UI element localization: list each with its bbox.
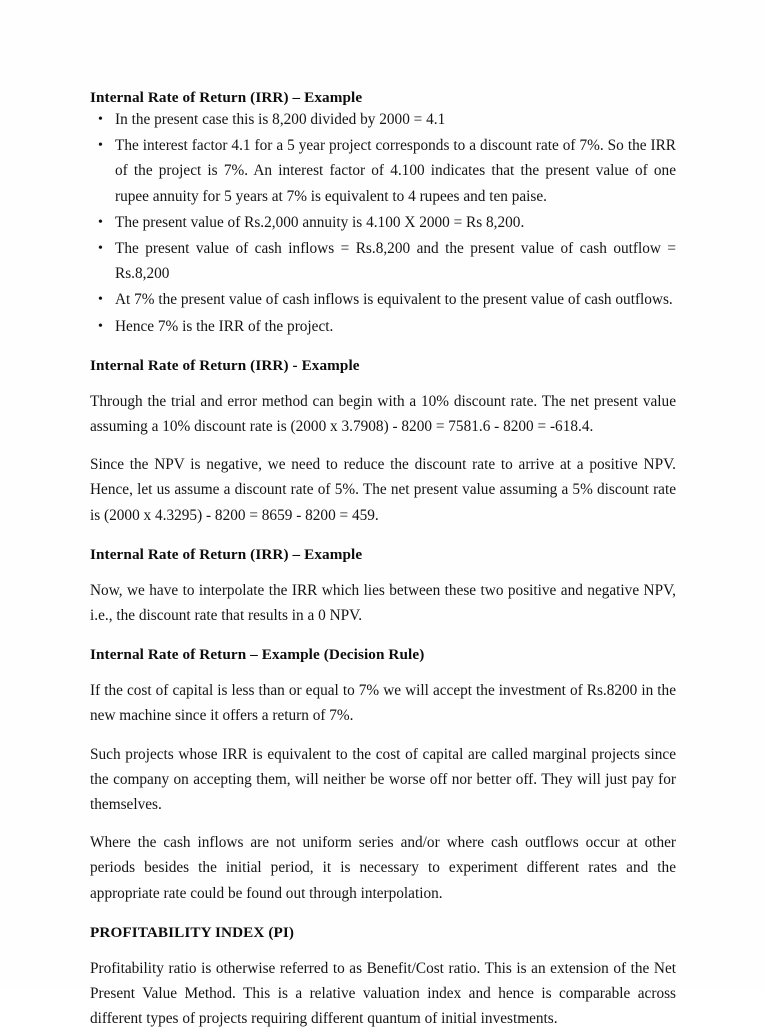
spacer	[90, 339, 676, 356]
spacer	[90, 942, 676, 956]
section-heading-irr-decision-rule: Internal Rate of Return – Example (Decision Rule)	[90, 646, 425, 664]
list-item	[90, 314, 676, 339]
paragraph: Profitability ratio is otherwise referred to as Benefit/Cost ratio. This is an extension of the Net Present Value Method. This is a relative valuation index and hence is comparable across different types of projects requiring different quantum of initial investments.	[90, 959, 676, 1028]
spacer	[90, 528, 676, 545]
spacer	[90, 664, 676, 678]
list-item	[90, 287, 676, 312]
section-heading-profitability-index: PROFITABILITY INDEX (PI)	[90, 923, 295, 941]
spacer	[90, 564, 676, 578]
paragraph: Where the cash inflows are not uniform series and/or where cash outflows occur at other periods besides the initial period, it is necessary to experiment different rates and the appropriate rate could be found out through interpolation.	[90, 834, 676, 902]
list-item-text: In the present case this is 8,200 divided by 2000 = 4.1	[115, 111, 446, 128]
list-item	[90, 236, 676, 286]
document-body	[90, 88, 676, 1031]
list-item-text: The present value of Rs.2,000 annuity is 4.100 X 2000 = Rs 8,200.	[115, 213, 525, 231]
spacer	[90, 375, 676, 389]
section-heading-irr-example-1: Internal Rate of Return (IRR) – Example	[90, 89, 363, 106]
irr-example-bullet-list	[90, 107, 676, 339]
list-item-text: Hence 7% is the IRR of the project.	[115, 317, 334, 335]
paragraph: Now, we have to interpolate the IRR which lies between these two positive and negative NPV, i.e., the discount rate that results in a 0 NPV.	[90, 581, 676, 625]
section-heading-irr-example-2: Internal Rate of Return (IRR) - Example	[90, 356, 360, 374]
list-item	[90, 133, 676, 209]
paragraph: If the cost of capital is less than or equal to 7% we will accept the investment of Rs.8200 in the new machine since it offers a return of 7%.	[90, 682, 676, 725]
paragraph: Since the NPV is negative, we need to reduce the discount rate to arrive at a positive NPV. Hence, let us assume a discount rate of 5%. The net present value assuming a 5% discount rate is (2000 x 4.3295) - 8200 = 8659 - 8200 = 459.	[90, 456, 676, 524]
paragraph: Through the trial and error method can begin with a 10% discount rate. The net present value assuming a 10% discount rate is (2000 x 3.7908) - 8200 = 7581.6 - 8200 = -618.4.	[90, 392, 676, 436]
list-item-text: The present value of cash inflows = Rs.8,200 and the present value of cash outflow = Rs.8,200	[115, 240, 676, 283]
list-item	[90, 210, 676, 235]
list-item-text: At 7% the present value of cash inflows is equivalent to the present value of cash outflows.	[115, 291, 673, 309]
spacer	[90, 906, 676, 923]
list-item	[90, 107, 676, 132]
list-item-text: The interest factor 4.1 for a 5 year project corresponds to a discount rate of 7%. So the IRR of the project is 7%. An interest factor of 4.100 indicates that the present value of one rupee annuity for 5 years at 7% is equivalent to 4 rupees and ten paise.	[115, 137, 676, 205]
paragraph: Such projects whose IRR is equivalent to the cost of capital are called marginal projects since the company on accepting them, will neither be worse off nor better off. They will just pay for themselves.	[90, 745, 676, 814]
section-heading-irr-example-3: Internal Rate of Return (IRR) – Example	[90, 545, 363, 563]
spacer	[90, 628, 676, 645]
